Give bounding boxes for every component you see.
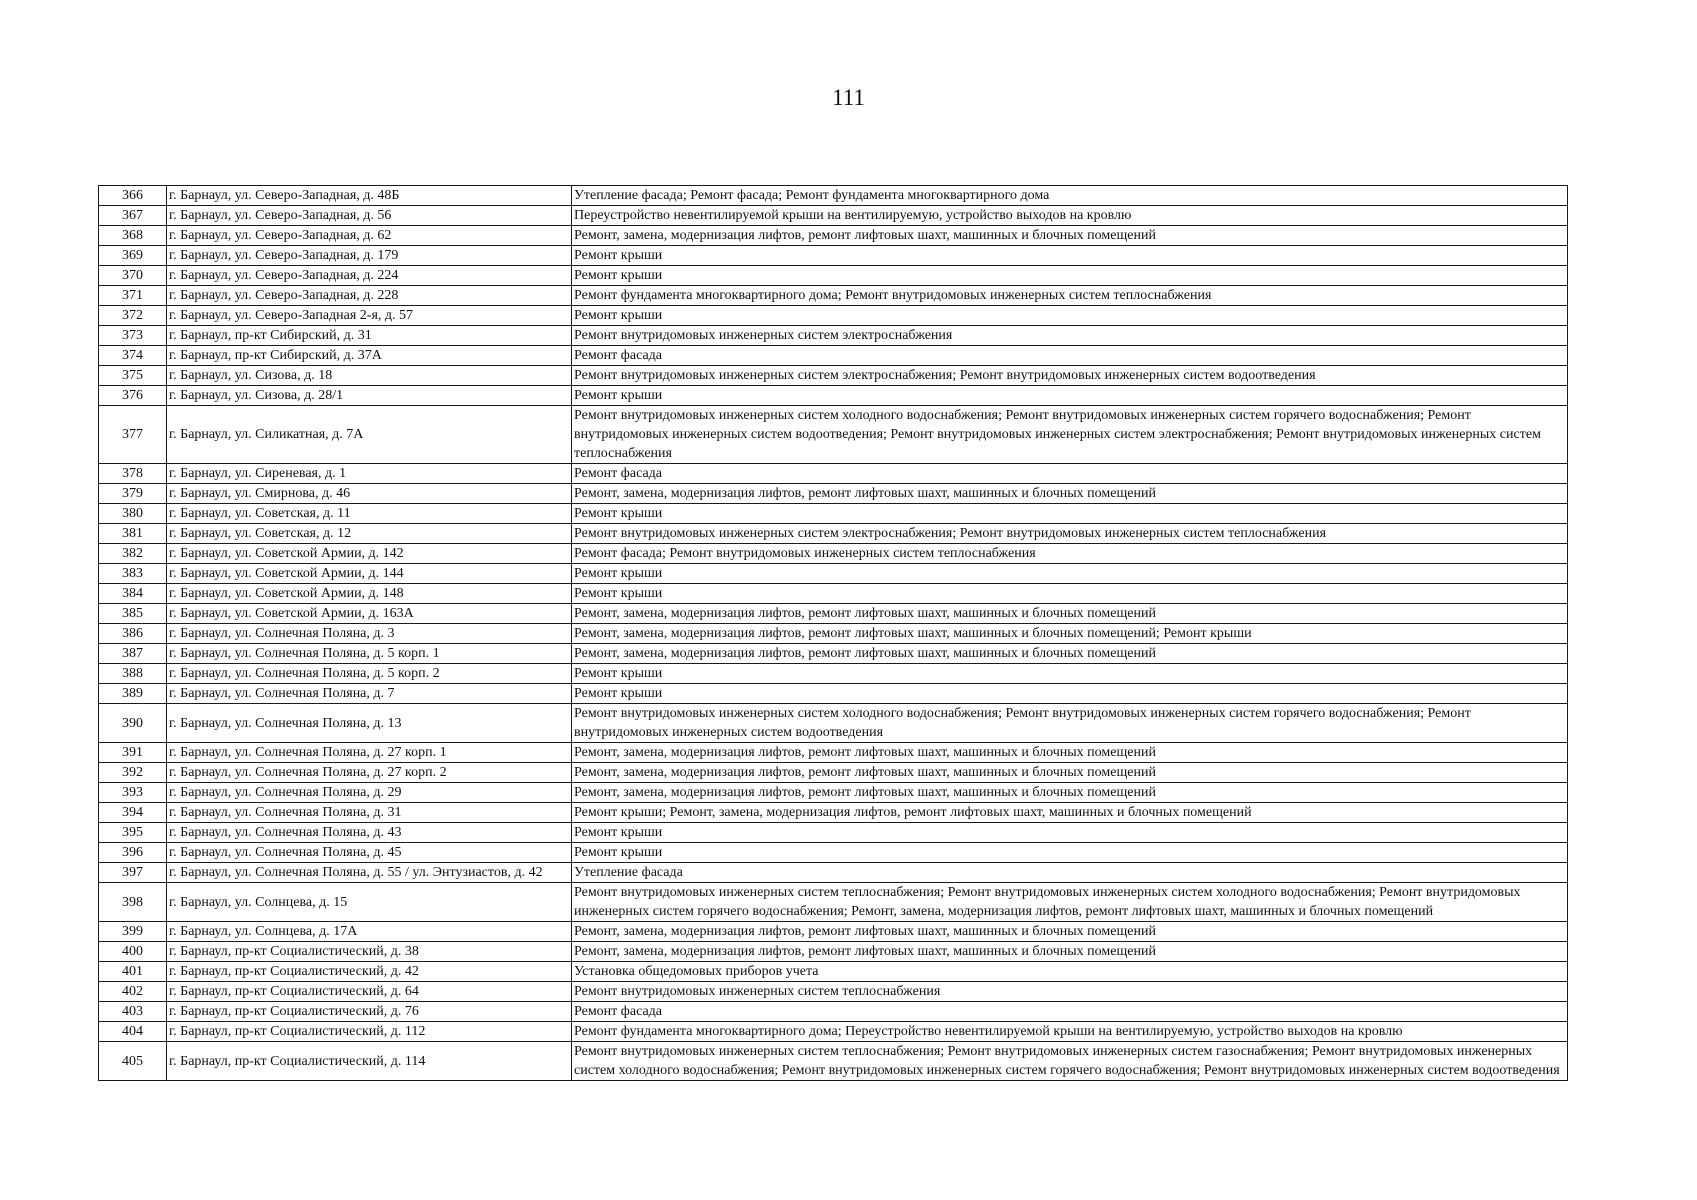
table-row [99,386,1568,406]
row-number-cell: 379 [99,484,167,504]
table-row [99,962,1568,982]
table-row [99,266,1568,286]
works-cell: Ремонт крыши [572,386,1568,406]
works-cell: Ремонт фасада [572,1002,1568,1022]
works-cell: Ремонт крыши [572,664,1568,684]
address-cell: г. Барнаул, пр-кт Социалистический, д. 114 [167,1042,572,1081]
row-number-cell: 393 [99,783,167,803]
table-row [99,883,1568,922]
row-number-cell: 385 [99,604,167,624]
table-row [99,366,1568,386]
table-row [99,942,1568,962]
address-cell: г. Барнаул, ул. Советской Армии, д. 142 [167,544,572,564]
table-row [99,544,1568,564]
row-number-cell: 380 [99,504,167,524]
works-cell: Переустройство невентилируемой крыши на вентилируемую, устройство выходов на кровлю [572,206,1568,226]
row-number-cell: 400 [99,942,167,962]
address-cell: г. Барнаул, ул. Солнечная Поляна, д. 27 корп. 2 [167,763,572,783]
table-row [99,743,1568,763]
row-number-cell: 399 [99,922,167,942]
address-cell: г. Барнаул, ул. Солнечная Поляна, д. 27 корп. 1 [167,743,572,763]
address-cell: г. Барнаул, ул. Северо-Западная, д. 62 [167,226,572,246]
row-number-cell: 384 [99,584,167,604]
table-row [99,504,1568,524]
address-cell: г. Барнаул, ул. Солнечная Поляна, д. 43 [167,823,572,843]
row-number-cell: 396 [99,843,167,863]
works-cell: Утепление фасада; Ремонт фасада; Ремонт фундамента многоквартирного дома [572,186,1568,206]
row-number-cell: 369 [99,246,167,266]
row-number-cell: 377 [99,406,167,464]
row-number-cell: 402 [99,982,167,1002]
address-cell: г. Барнаул, ул. Северо-Западная, д. 179 [167,246,572,266]
works-cell: Ремонт внутридомовых инженерных систем электроснабжения [572,326,1568,346]
row-number-cell: 392 [99,763,167,783]
table-row [99,524,1568,544]
works-cell: Утепление фасада [572,863,1568,883]
works-cell: Ремонт внутридомовых инженерных систем электроснабжения; Ремонт внутридомовых инженерных систем теплоснабжения [572,524,1568,544]
works-cell: Ремонт внутридомовых инженерных систем теплоснабжения; Ремонт внутридомовых инженерных систем холодного водоснабжения; Ремонт внутридомовых инженерных систем горячего водоснабжения; Ремонт, замена, модернизация лифтов, ремонт лифтовых шахт, машинных и блочных помещений [572,883,1568,922]
address-cell: г. Барнаул, ул. Смирнова, д. 46 [167,484,572,504]
address-cell: г. Барнаул, пр-кт Социалистический, д. 38 [167,942,572,962]
works-cell: Ремонт внутридомовых инженерных систем теплоснабжения; Ремонт внутридомовых инженерных систем газоснабжения; Ремонт внутридомовых инженерных систем холодного водоснабжения; Ремонт внутридомовых инженерных систем горячего водоснабжения; Ремонт внутридомовых инженерных систем водоотведения [572,1042,1568,1081]
row-number-cell: 372 [99,306,167,326]
address-cell: г. Барнаул, ул. Советской Армии, д. 163А [167,604,572,624]
table-row [99,206,1568,226]
table-row [99,982,1568,1002]
works-cell: Ремонт, замена, модернизация лифтов, ремонт лифтовых шахт, машинных и блочных помещений [572,226,1568,246]
works-cell: Ремонт внутридомовых инженерных систем электроснабжения; Ремонт внутридомовых инженерных систем водоотведения [572,366,1568,386]
address-cell: г. Барнаул, пр-кт Сибирский, д. 31 [167,326,572,346]
table-row [99,326,1568,346]
row-number-cell: 386 [99,624,167,644]
row-number-cell: 368 [99,226,167,246]
row-number-cell: 375 [99,366,167,386]
row-number-cell: 397 [99,863,167,883]
works-cell: Ремонт, замена, модернизация лифтов, ремонт лифтовых шахт, машинных и блочных помещений [572,644,1568,664]
works-cell: Ремонт крыши [572,684,1568,704]
address-cell: г. Барнаул, ул. Советской Армии, д. 144 [167,564,572,584]
address-cell: г. Барнаул, ул. Северо-Западная, д. 228 [167,286,572,306]
repair-table [98,185,1568,1081]
row-number-cell: 391 [99,743,167,763]
row-number-cell: 388 [99,664,167,684]
address-cell: г. Барнаул, ул. Сизова, д. 18 [167,366,572,386]
address-cell: г. Барнаул, ул. Солнечная Поляна, д. 3 [167,624,572,644]
row-number-cell: 394 [99,803,167,823]
works-cell: Ремонт крыши [572,584,1568,604]
row-number-cell: 378 [99,464,167,484]
table-row [99,286,1568,306]
address-cell: г. Барнаул, ул. Северо-Западная, д. 224 [167,266,572,286]
address-cell: г. Барнаул, ул. Силикатная, д. 7А [167,406,572,464]
works-cell: Ремонт внутридомовых инженерных систем холодного водоснабжения; Ремонт внутридомовых инженерных систем горячего водоснабжения; Ремонт внутридомовых инженерных систем водоотведения; Ремонт внутридомовых инженерных систем электроснабжения; Ремонт внутридомовых инженерных систем теплоснабжения [572,406,1568,464]
table-row [99,306,1568,326]
address-cell: г. Барнаул, ул. Солнечная Поляна, д. 5 корп. 2 [167,664,572,684]
address-cell: г. Барнаул, ул. Северо-Западная 2-я, д. 57 [167,306,572,326]
row-number-cell: 366 [99,186,167,206]
address-cell: г. Барнаул, ул. Солнечная Поляна, д. 45 [167,843,572,863]
works-cell: Ремонт, замена, модернизация лифтов, ремонт лифтовых шахт, машинных и блочных помещений; Ремонт крыши [572,624,1568,644]
works-cell: Ремонт фасада [572,464,1568,484]
address-cell: г. Барнаул, ул. Солнечная Поляна, д. 7 [167,684,572,704]
table-row [99,226,1568,246]
works-cell: Ремонт, замена, модернизация лифтов, ремонт лифтовых шахт, машинных и блочных помещений [572,922,1568,942]
address-cell: г. Барнаул, пр-кт Социалистический, д. 64 [167,982,572,1002]
table-row [99,1042,1568,1081]
row-number-cell: 403 [99,1002,167,1022]
address-cell: г. Барнаул, пр-кт Сибирский, д. 37А [167,346,572,366]
row-number-cell: 373 [99,326,167,346]
address-cell: г. Барнаул, ул. Сиреневая, д. 1 [167,464,572,484]
address-cell: г. Барнаул, ул. Советская, д. 11 [167,504,572,524]
table-row [99,664,1568,684]
table-row [99,584,1568,604]
table-row [99,406,1568,464]
address-cell: г. Барнаул, пр-кт Социалистический, д. 42 [167,962,572,982]
row-number-cell: 405 [99,1042,167,1081]
row-number-cell: 382 [99,544,167,564]
works-cell: Ремонт крыши [572,564,1568,584]
table-row [99,464,1568,484]
table-row [99,246,1568,266]
address-cell: г. Барнаул, ул. Солнечная Поляна, д. 13 [167,704,572,743]
row-number-cell: 404 [99,1022,167,1042]
table-row [99,803,1568,823]
works-cell: Ремонт внутридомовых инженерных систем теплоснабжения [572,982,1568,1002]
row-number-cell: 387 [99,644,167,664]
table-row [99,704,1568,743]
row-number-cell: 395 [99,823,167,843]
repair-table-container [98,185,1567,1081]
address-cell: г. Барнаул, ул. Советская, д. 12 [167,524,572,544]
row-number-cell: 390 [99,704,167,743]
table-row [99,684,1568,704]
table-row [99,1022,1568,1042]
address-cell: г. Барнаул, ул. Солнечная Поляна, д. 31 [167,803,572,823]
table-row [99,644,1568,664]
table-row [99,604,1568,624]
works-cell: Ремонт крыши [572,504,1568,524]
page-number: 111 [832,85,865,110]
address-cell: г. Барнаул, ул. Сизова, д. 28/1 [167,386,572,406]
table-row [99,1002,1568,1022]
works-cell: Ремонт крыши [572,246,1568,266]
address-cell: г. Барнаул, пр-кт Социалистический, д. 112 [167,1022,572,1042]
works-cell: Ремонт, замена, модернизация лифтов, ремонт лифтовых шахт, машинных и блочных помещений [572,484,1568,504]
works-cell: Ремонт крыши [572,843,1568,863]
row-number-cell: 376 [99,386,167,406]
works-cell: Ремонт, замена, модернизация лифтов, ремонт лифтовых шахт, машинных и блочных помещений [572,942,1568,962]
row-number-cell: 401 [99,962,167,982]
works-cell: Ремонт внутридомовых инженерных систем холодного водоснабжения; Ремонт внутридомовых инженерных систем горячего водоснабжения; Ремонт внутридомовых инженерных систем водоотведения [572,704,1568,743]
works-cell: Ремонт, замена, модернизация лифтов, ремонт лифтовых шахт, машинных и блочных помещений [572,743,1568,763]
row-number-cell: 389 [99,684,167,704]
works-cell: Ремонт фасада; Ремонт внутридомовых инженерных систем теплоснабжения [572,544,1568,564]
table-row [99,346,1568,366]
address-cell: г. Барнаул, ул. Солнцева, д. 15 [167,883,572,922]
address-cell: г. Барнаул, ул. Солнечная Поляна, д. 55 / ул. Энтузиастов, д. 42 [167,863,572,883]
works-cell: Ремонт фундамента многоквартирного дома; Ремонт внутридомовых инженерных систем теплоснабжения [572,286,1568,306]
address-cell: г. Барнаул, ул. Солнечная Поляна, д. 29 [167,783,572,803]
table-body [99,186,1568,1081]
address-cell: г. Барнаул, ул. Северо-Западная, д. 56 [167,206,572,226]
address-cell: г. Барнаул, ул. Солнцева, д. 17А [167,922,572,942]
row-number-cell: 370 [99,266,167,286]
address-cell: г. Барнаул, ул. Солнечная Поляна, д. 5 корп. 1 [167,644,572,664]
works-cell: Ремонт крыши [572,823,1568,843]
works-cell: Ремонт, замена, модернизация лифтов, ремонт лифтовых шахт, машинных и блочных помещений [572,763,1568,783]
works-cell: Ремонт, замена, модернизация лифтов, ремонт лифтовых шахт, машинных и блочных помещений [572,604,1568,624]
works-cell: Ремонт фундамента многоквартирного дома; Переустройство невентилируемой крыши на вентилируемую, устройство выходов на кровлю [572,1022,1568,1042]
works-cell: Установка общедомовых приборов учета [572,962,1568,982]
works-cell: Ремонт крыши; Ремонт, замена, модернизация лифтов, ремонт лифтовых шахт, машинных и блочных помещений [572,803,1568,823]
table-row [99,843,1568,863]
address-cell: г. Барнаул, пр-кт Социалистический, д. 76 [167,1002,572,1022]
table-row [99,186,1568,206]
row-number-cell: 371 [99,286,167,306]
address-cell: г. Барнаул, ул. Северо-Западная, д. 48Б [167,186,572,206]
row-number-cell: 381 [99,524,167,544]
table-row [99,763,1568,783]
row-number-cell: 374 [99,346,167,366]
works-cell: Ремонт крыши [572,306,1568,326]
row-number-cell: 383 [99,564,167,584]
table-row [99,783,1568,803]
works-cell: Ремонт фасада [572,346,1568,366]
works-cell: Ремонт крыши [572,266,1568,286]
works-cell: Ремонт, замена, модернизация лифтов, ремонт лифтовых шахт, машинных и блочных помещений [572,783,1568,803]
table-row [99,863,1568,883]
table-row [99,484,1568,504]
row-number-cell: 398 [99,883,167,922]
address-cell: г. Барнаул, ул. Советской Армии, д. 148 [167,584,572,604]
table-row [99,823,1568,843]
row-number-cell: 367 [99,206,167,226]
table-row [99,564,1568,584]
table-row [99,624,1568,644]
table-row [99,922,1568,942]
